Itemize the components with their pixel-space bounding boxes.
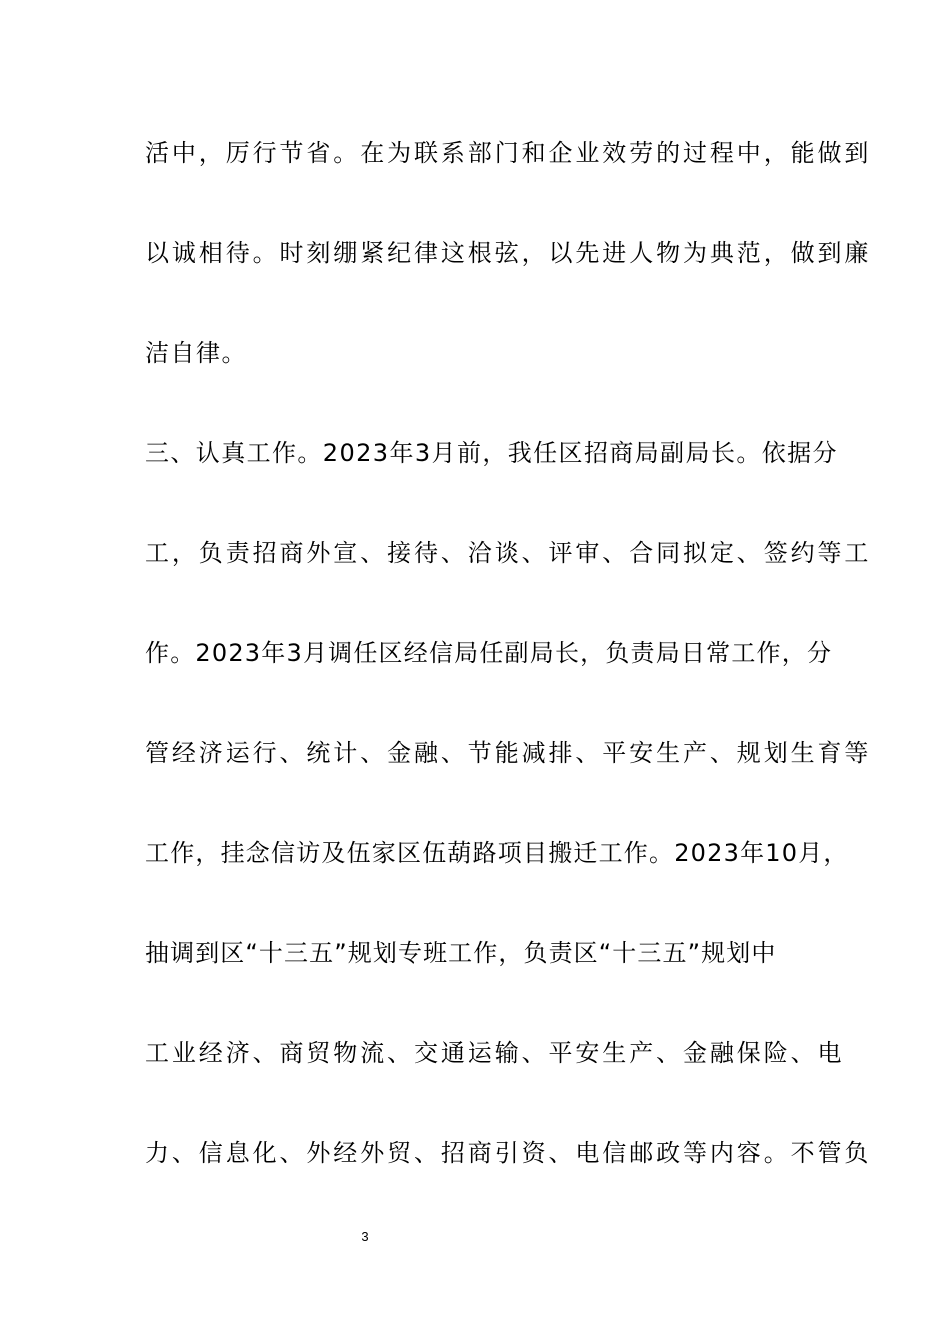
body-text-line: 洁自律。 (145, 339, 247, 367)
body-text-line: 抽调到区“十三五”规划专班工作，负责区“十三五”规划中 (145, 939, 777, 967)
body-text-line: 作。2023年3月调任区经信局任副局长，负责局日常工作，分 (145, 639, 833, 667)
body-text-line: 工业经济、商贸物流、交通运输、平安生产、金融保险、电 (145, 1039, 845, 1067)
body-text-line: 三、认真工作。2023年3月前，我任区招商局副局长。依据分 (145, 439, 838, 467)
body-text-line: 管经济运行、统计、金融、节能减排、平安生产、规划生育等 (145, 739, 872, 767)
body-text-line: 工作，挂念信访及伍家区伍葫路项目搬迁工作。2023年10月， (145, 839, 849, 867)
body-text-line: 力、信息化、外经外贸、招商引资、电信邮政等内容。不管负 (145, 1139, 872, 1167)
body-text-line: 工，负责招商外宣、接待、洽谈、评审、合同拟定、签约等工 (145, 539, 872, 567)
body-text-line: 以诚相待。时刻绷紧纪律这根弦，以先进人物为典范，做到廉 (145, 239, 872, 267)
body-text-line: 活中，厉行节省。在为联系部门和企业效劳的过程中，能做到 (145, 139, 872, 167)
page-number: 3 (361, 1229, 369, 1244)
